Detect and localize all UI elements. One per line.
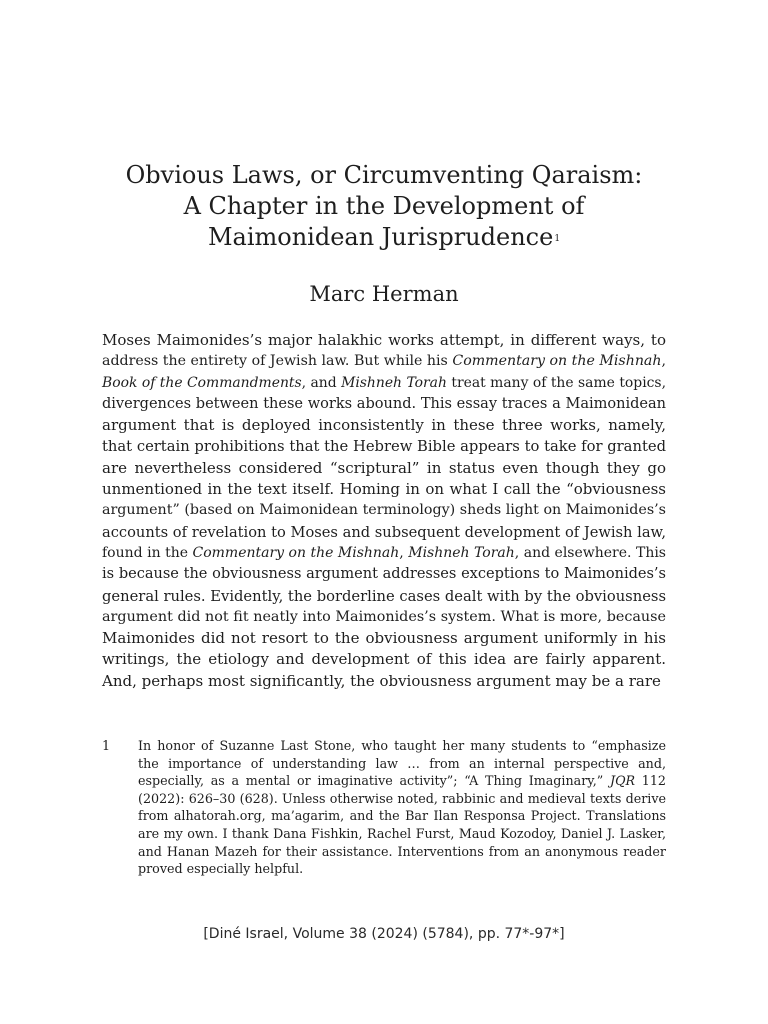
footnote-line: from alhatorah.org, ma’agarim, and the Bar Ilan Responsa Project. Translations [138,808,666,824]
footnote-line: especially, as a mental or imaginative activity”; “A Thing Imaginary,” JQR 112 [138,773,666,789]
footnote [102,737,666,878]
abstract-line: address the entirety of Jewish law. But while his Commentary on the Mishnah, [102,353,666,370]
abstract-line: argument that is deployed inconsistently in these three works, namely, [102,416,666,435]
abstract-line: unmentioned in the text itself. Homing in on what I call the “obviousness [102,480,666,499]
abstract-line: writings, the etiology and development of this idea are fairly apparent. [102,650,666,669]
footnote-number: 1 [102,738,111,753]
abstract-line: argument did not fit neatly into Maimonides’s system. What is more, because [102,608,666,625]
abstract-paragraph [102,330,666,692]
footnote-line: the importance of understanding law … from an internal perspective and, [138,755,666,771]
abstract-line: argument” (based on Maimonidean terminology) sheds light on Maimonides’s [102,502,666,519]
abstract-line: Book of the Commandments, and Mishneh Torah treat many of the same topics, [102,374,666,391]
footnote-text [138,737,666,878]
abstract-line: are nevertheless considered “scriptural” in status even though they go [102,458,666,477]
abstract-line: general rules. Evidently, the borderline cases dealt with by the obviousness [102,587,666,605]
footnote-line: In honor of Suzanne Last Stone, who taught her many students to “emphasize [138,738,666,753]
abstract-line: divergences between these works abound. This essay traces a Maimonidean [102,395,666,412]
article-title [60,160,708,255]
abstract-line: is because the obviousness argument addresses exceptions to Maimonides’s [102,566,666,583]
abstract-line: Moses Maimonides’s major halakhic works attempt, in different ways, to [102,331,666,349]
footnote-line: are my own. I thank Dana Fishkin, Rachel Furst, Maud Kozodoy, Daniel J. Lasker, [138,825,666,841]
journal-citation: [Diné Israel, Volume 38 (2024) (5784), pp. 77*-97*] [203,926,565,942]
abstract-line: And, perhaps most significantly, the obviousness argument may be a rare [102,671,661,690]
abstract-line: accounts of revelation to Moses and subsequent development of Jewish law, [102,523,666,541]
footnote-line: proved especially helpful. [138,861,304,877]
title-line-text: Maimonidean Jurisprudence [207,223,554,251]
abstract-line: that certain prohibitions that the Hebrew Bible appears to take for granted [102,438,666,456]
title-line [60,222,708,255]
title-line: A Chapter in the Development of [183,192,585,220]
footnote-line: (2022): 626–30 (628). Unless otherwise noted, rabbinic and medieval texts derive [138,790,666,806]
author-name: Marc Herman [309,282,459,306]
title-footnote-marker[interactable]: 1 [554,234,561,244]
abstract-line: Maimonides did not resort to the obviousness argument uniformly in his [102,629,666,648]
footnote-line: and Hanan Mazeh for their assistance. Interventions from an anonymous reader [138,843,666,859]
abstract-line: found in the Commentary on the Mishnah, Mishneh Torah, and elsewhere. This [102,544,666,561]
title-line: Obvious Laws, or Circumventing Qaraism: [125,161,643,189]
